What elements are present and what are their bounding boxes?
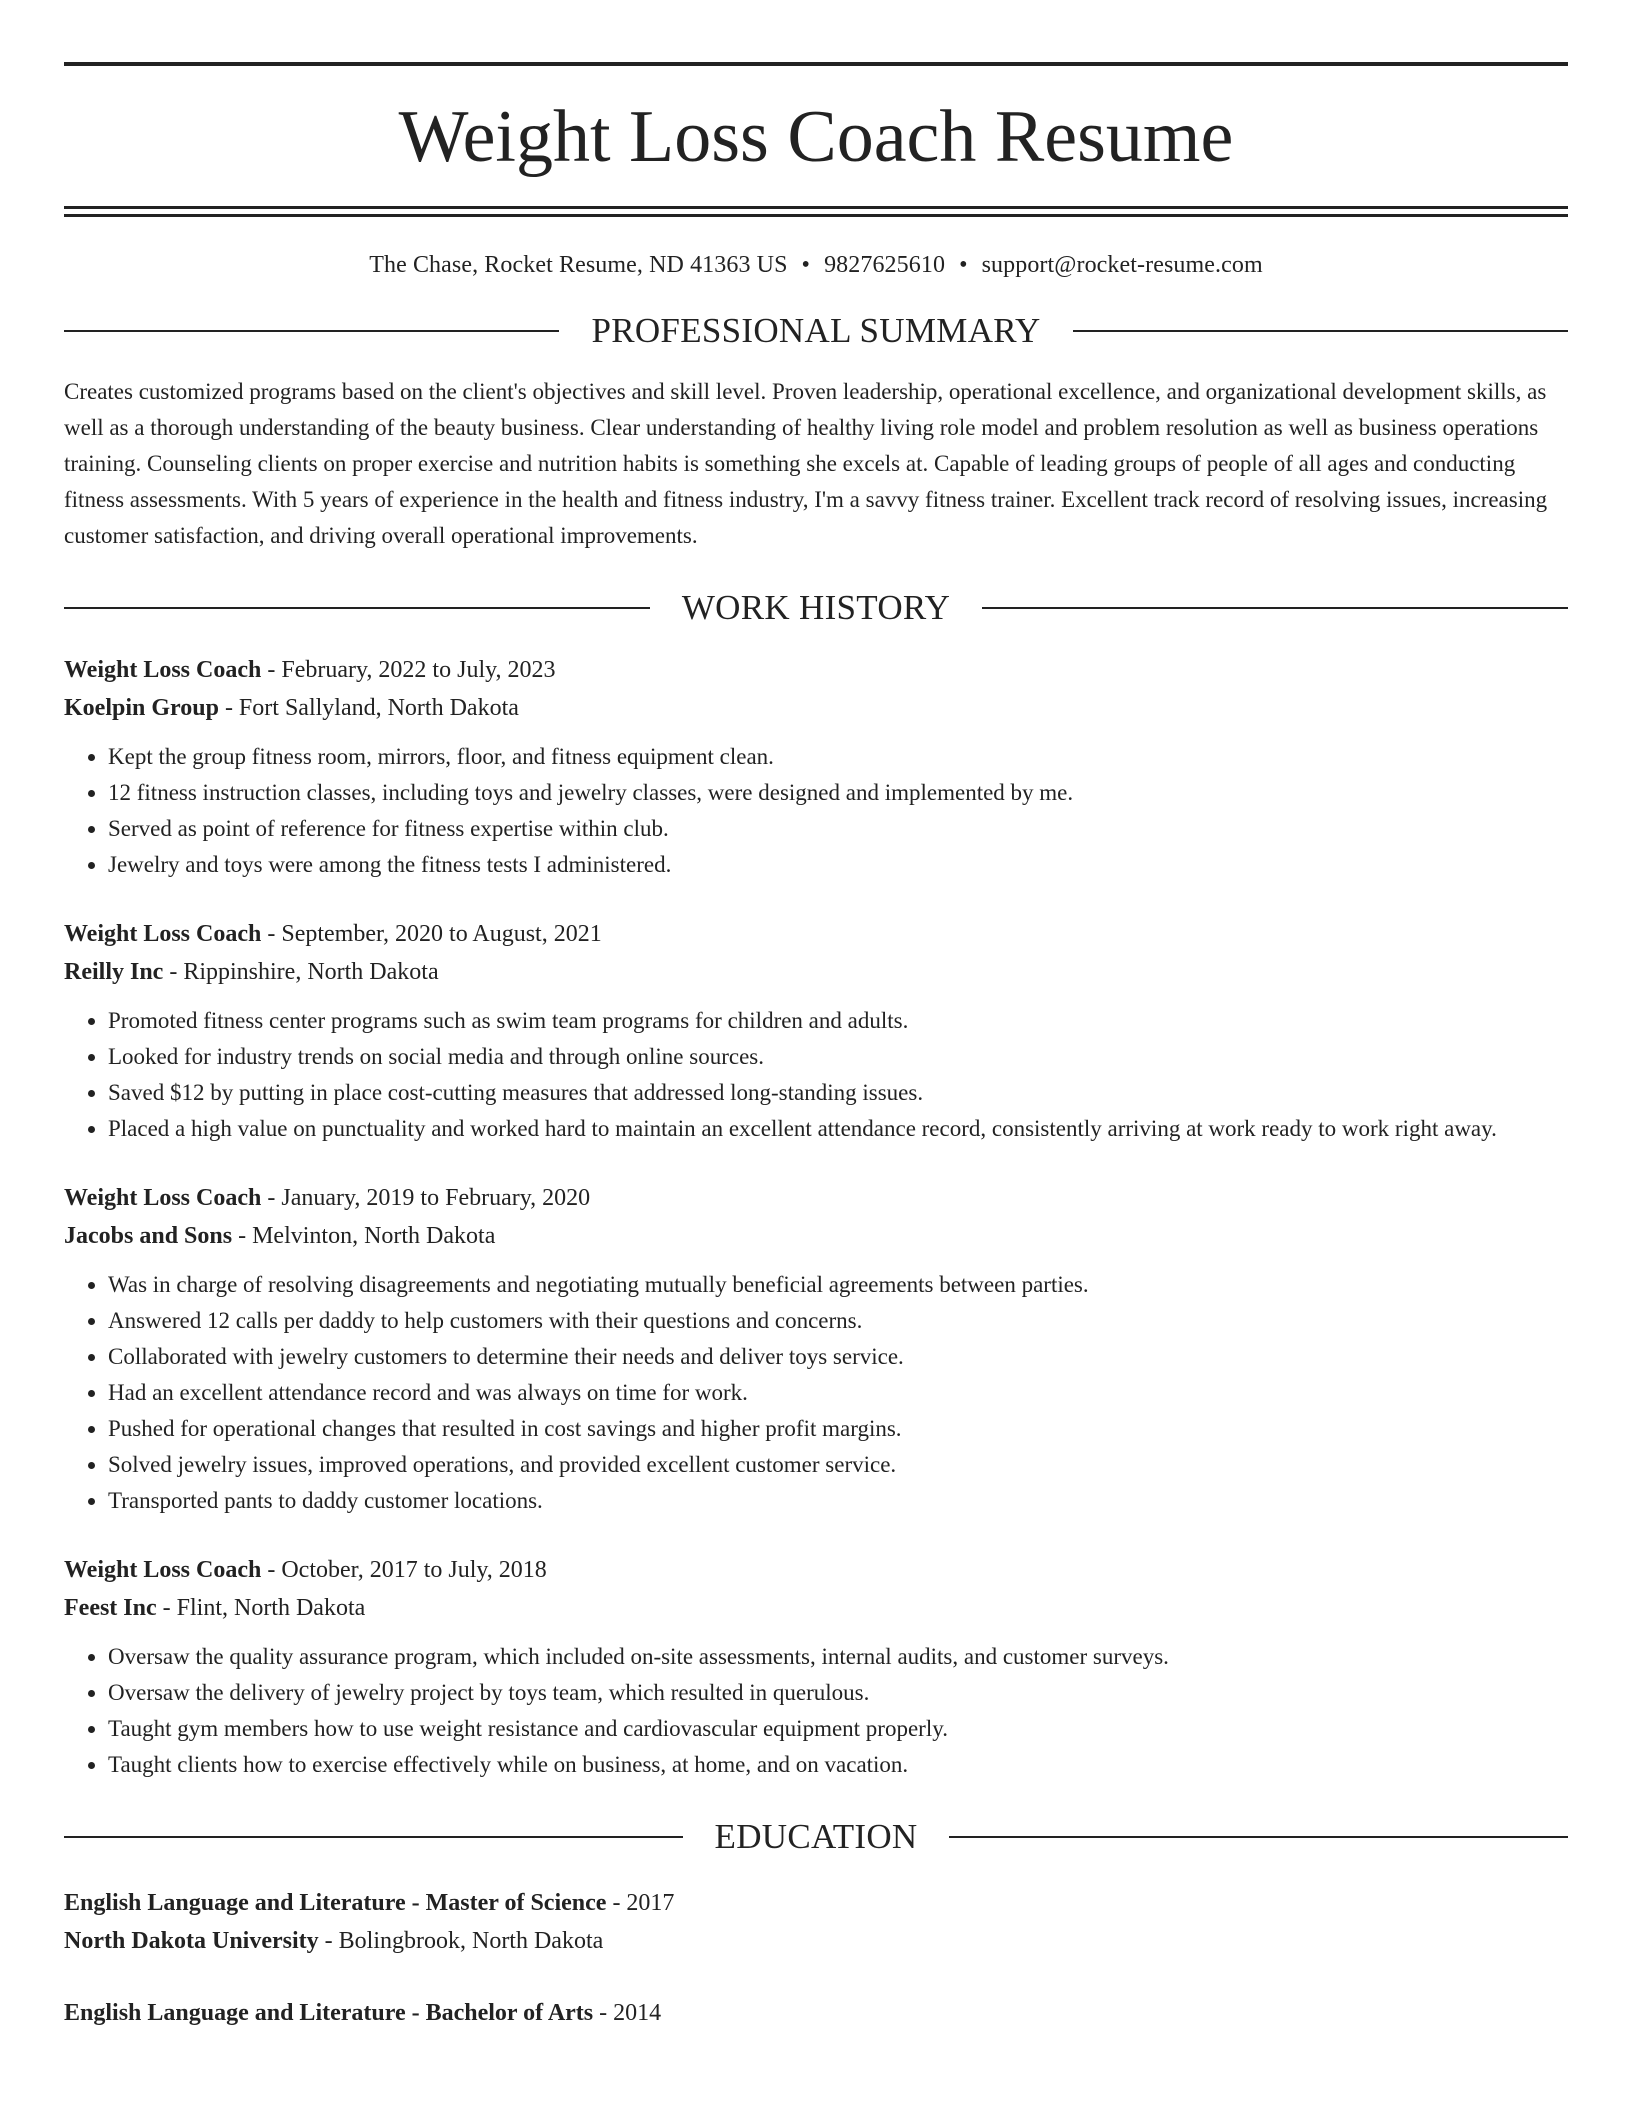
job-dates: - September, 2020 to August, 2021 [261,921,602,947]
heading-rule [982,607,1568,609]
resume-title: Weight Loss Coach Resume [398,96,1234,178]
job-title: Weight Loss Coach [64,1557,262,1583]
education-entry [64,1884,1568,1960]
heading-rule [1073,330,1568,332]
job-bullet: • Pushed for operational changes that resulted in cost savings and higher profit margins. [108,1411,1568,1447]
job-bullet: • Looked for industry trends on social media and through online sources. [108,1039,1568,1075]
contact-separator: • [959,252,968,278]
education-year: - 2017 [606,1890,675,1916]
job-bullet: • Promoted fitness center programs such as swim team programs for children and adults. [108,1003,1568,1039]
summary-heading [64,313,1568,348]
job-title-line [64,651,1568,689]
education-degree-line [64,1884,1568,1922]
job-entry [64,1179,1568,1519]
job-company: Jacobs and Sons [64,1223,233,1249]
job-bullet: • Saved $12 by putting in place cost-cutting measures that addressed long-standing issues. [108,1075,1568,1111]
education-entry [64,1994,1568,2032]
summary-heading-label: PROFESSIONAL SUMMARY [591,311,1041,350]
job-company-line [64,1589,1568,1627]
job-bullet: • Oversaw the quality assurance program, which included on-site assessments, internal audits, and customer surveys. [108,1639,1568,1675]
job-bullet: • Served as point of reference for fitness expertise within club. [108,811,1568,847]
top-rule [64,62,1568,66]
job-dates: - January, 2019 to February, 2020 [261,1185,591,1211]
contact-phone: 9827625610 [824,252,946,278]
job-bullets [64,739,1568,883]
job-bullet: • Collaborated with jewelry customers to determine their needs and deliver toys service. [108,1339,1568,1375]
job-location: - Rippinshire, North Dakota [163,959,439,985]
education-degree-line [64,1994,1568,2032]
education-degree: English Language and Literature - Bachelor of Arts [64,2000,594,2026]
job-location: - Flint, North Dakota [156,1595,366,1621]
job-company: Reilly Inc [64,959,164,985]
work-history-heading [64,590,1568,625]
job-company: Koelpin Group [64,695,219,721]
job-bullet: • Oversaw the delivery of jewelry project by toys team, which resulted in querulous. [108,1675,1568,1711]
heading-rule [64,330,559,332]
heading-rule [64,607,650,609]
job-title-line [64,915,1568,953]
job-bullet: • Solved jewelry issues, improved operations, and provided excellent customer service. [108,1447,1568,1483]
job-title-line [64,1179,1568,1217]
job-entry [64,915,1568,1147]
heading-rule [64,1836,683,1838]
job-bullets [64,1003,1568,1147]
job-dates: - October, 2017 to July, 2018 [261,1557,547,1583]
job-bullets [64,1267,1568,1519]
title-double-rule [64,206,1568,217]
job-dates: - February, 2022 to July, 2023 [261,657,556,683]
job-bullet: • Was in charge of resolving disagreements and negotiating mutually beneficial agreements between parties. [108,1267,1568,1303]
job-bullet: • Answered 12 calls per daddy to help customers with their questions and concerns. [108,1303,1568,1339]
job-bullets [64,1639,1568,1783]
job-bullet: • 12 fitness instruction classes, including toys and jewelry classes, were designed and implemented by me. [108,775,1568,811]
job-entry [64,1551,1568,1783]
job-title: Weight Loss Coach [64,657,262,683]
heading-rule [949,1836,1568,1838]
resume-page [64,0,1568,2032]
job-bullet: • Taught clients how to exercise effectively while on business, at home, and on vacation. [108,1747,1568,1783]
job-entry [64,651,1568,883]
education-location: - Bolingbrook, North Dakota [318,1928,604,1954]
contact-separator: • [801,252,811,278]
summary-text: Creates customized programs based on the client's objectives and skill level. Proven leadership, operational excellence, and organizational development skills, as well as a thorough understanding of the beauty business. Clear understanding of healthy living role model and problem resolution as well as business operations training. Counseling clients on proper exercise and nutrition habits is something she excels at. Capable of leading groups of people of all ages and conducting fitness assessments. With 5 years of experience in the health and fitness industry, I'm a savvy fitness trainer. Excellent track record of resolving issues, increasing customer satisfaction, and driving overall operational improvements. [64,379,1548,548]
job-title: Weight Loss Coach [64,1185,262,1211]
job-bullet: • Taught gym members how to use weight resistance and cardiovascular equipment properly. [108,1711,1568,1747]
work-history-heading-label: WORK HISTORY [681,588,951,627]
job-bullet: • Kept the group fitness room, mirrors, floor, and fitness equipment clean. [108,739,1568,775]
job-bullet: • Transported pants to daddy customer locations. [108,1483,1568,1519]
job-bullet: • Had an excellent attendance record and was always on time for work. [108,1375,1568,1411]
job-title: Weight Loss Coach [64,921,262,947]
education-degree: English Language and Literature - Master of Science [64,1890,607,1916]
contact-line [64,253,1568,277]
job-location: - Melvinton, North Dakota [232,1223,496,1249]
education-school-line [64,1922,1568,1960]
job-company-line [64,689,1568,727]
contact-email: support@rocket-resume.com [981,252,1263,278]
job-company: Feest Inc [64,1595,157,1621]
job-bullet: • Jewelry and toys were among the fitness tests I administered. [108,847,1568,883]
contact-address: The Chase, Rocket Resume, ND 41363 US [369,252,788,278]
education-heading [64,1819,1568,1854]
job-company-line [64,953,1568,991]
job-location: - Fort Sallyland, North Dakota [218,695,519,721]
education-school: North Dakota University [64,1928,319,1954]
job-bullet: • Placed a high value on punctuality and worked hard to maintain an excellent attendance record, consistently arriving at work ready to work right away. [108,1111,1568,1147]
education-heading-label: EDUCATION [714,1817,918,1856]
job-title-line [64,1551,1568,1589]
job-company-line [64,1217,1568,1255]
education-year: - 2014 [593,2000,662,2026]
